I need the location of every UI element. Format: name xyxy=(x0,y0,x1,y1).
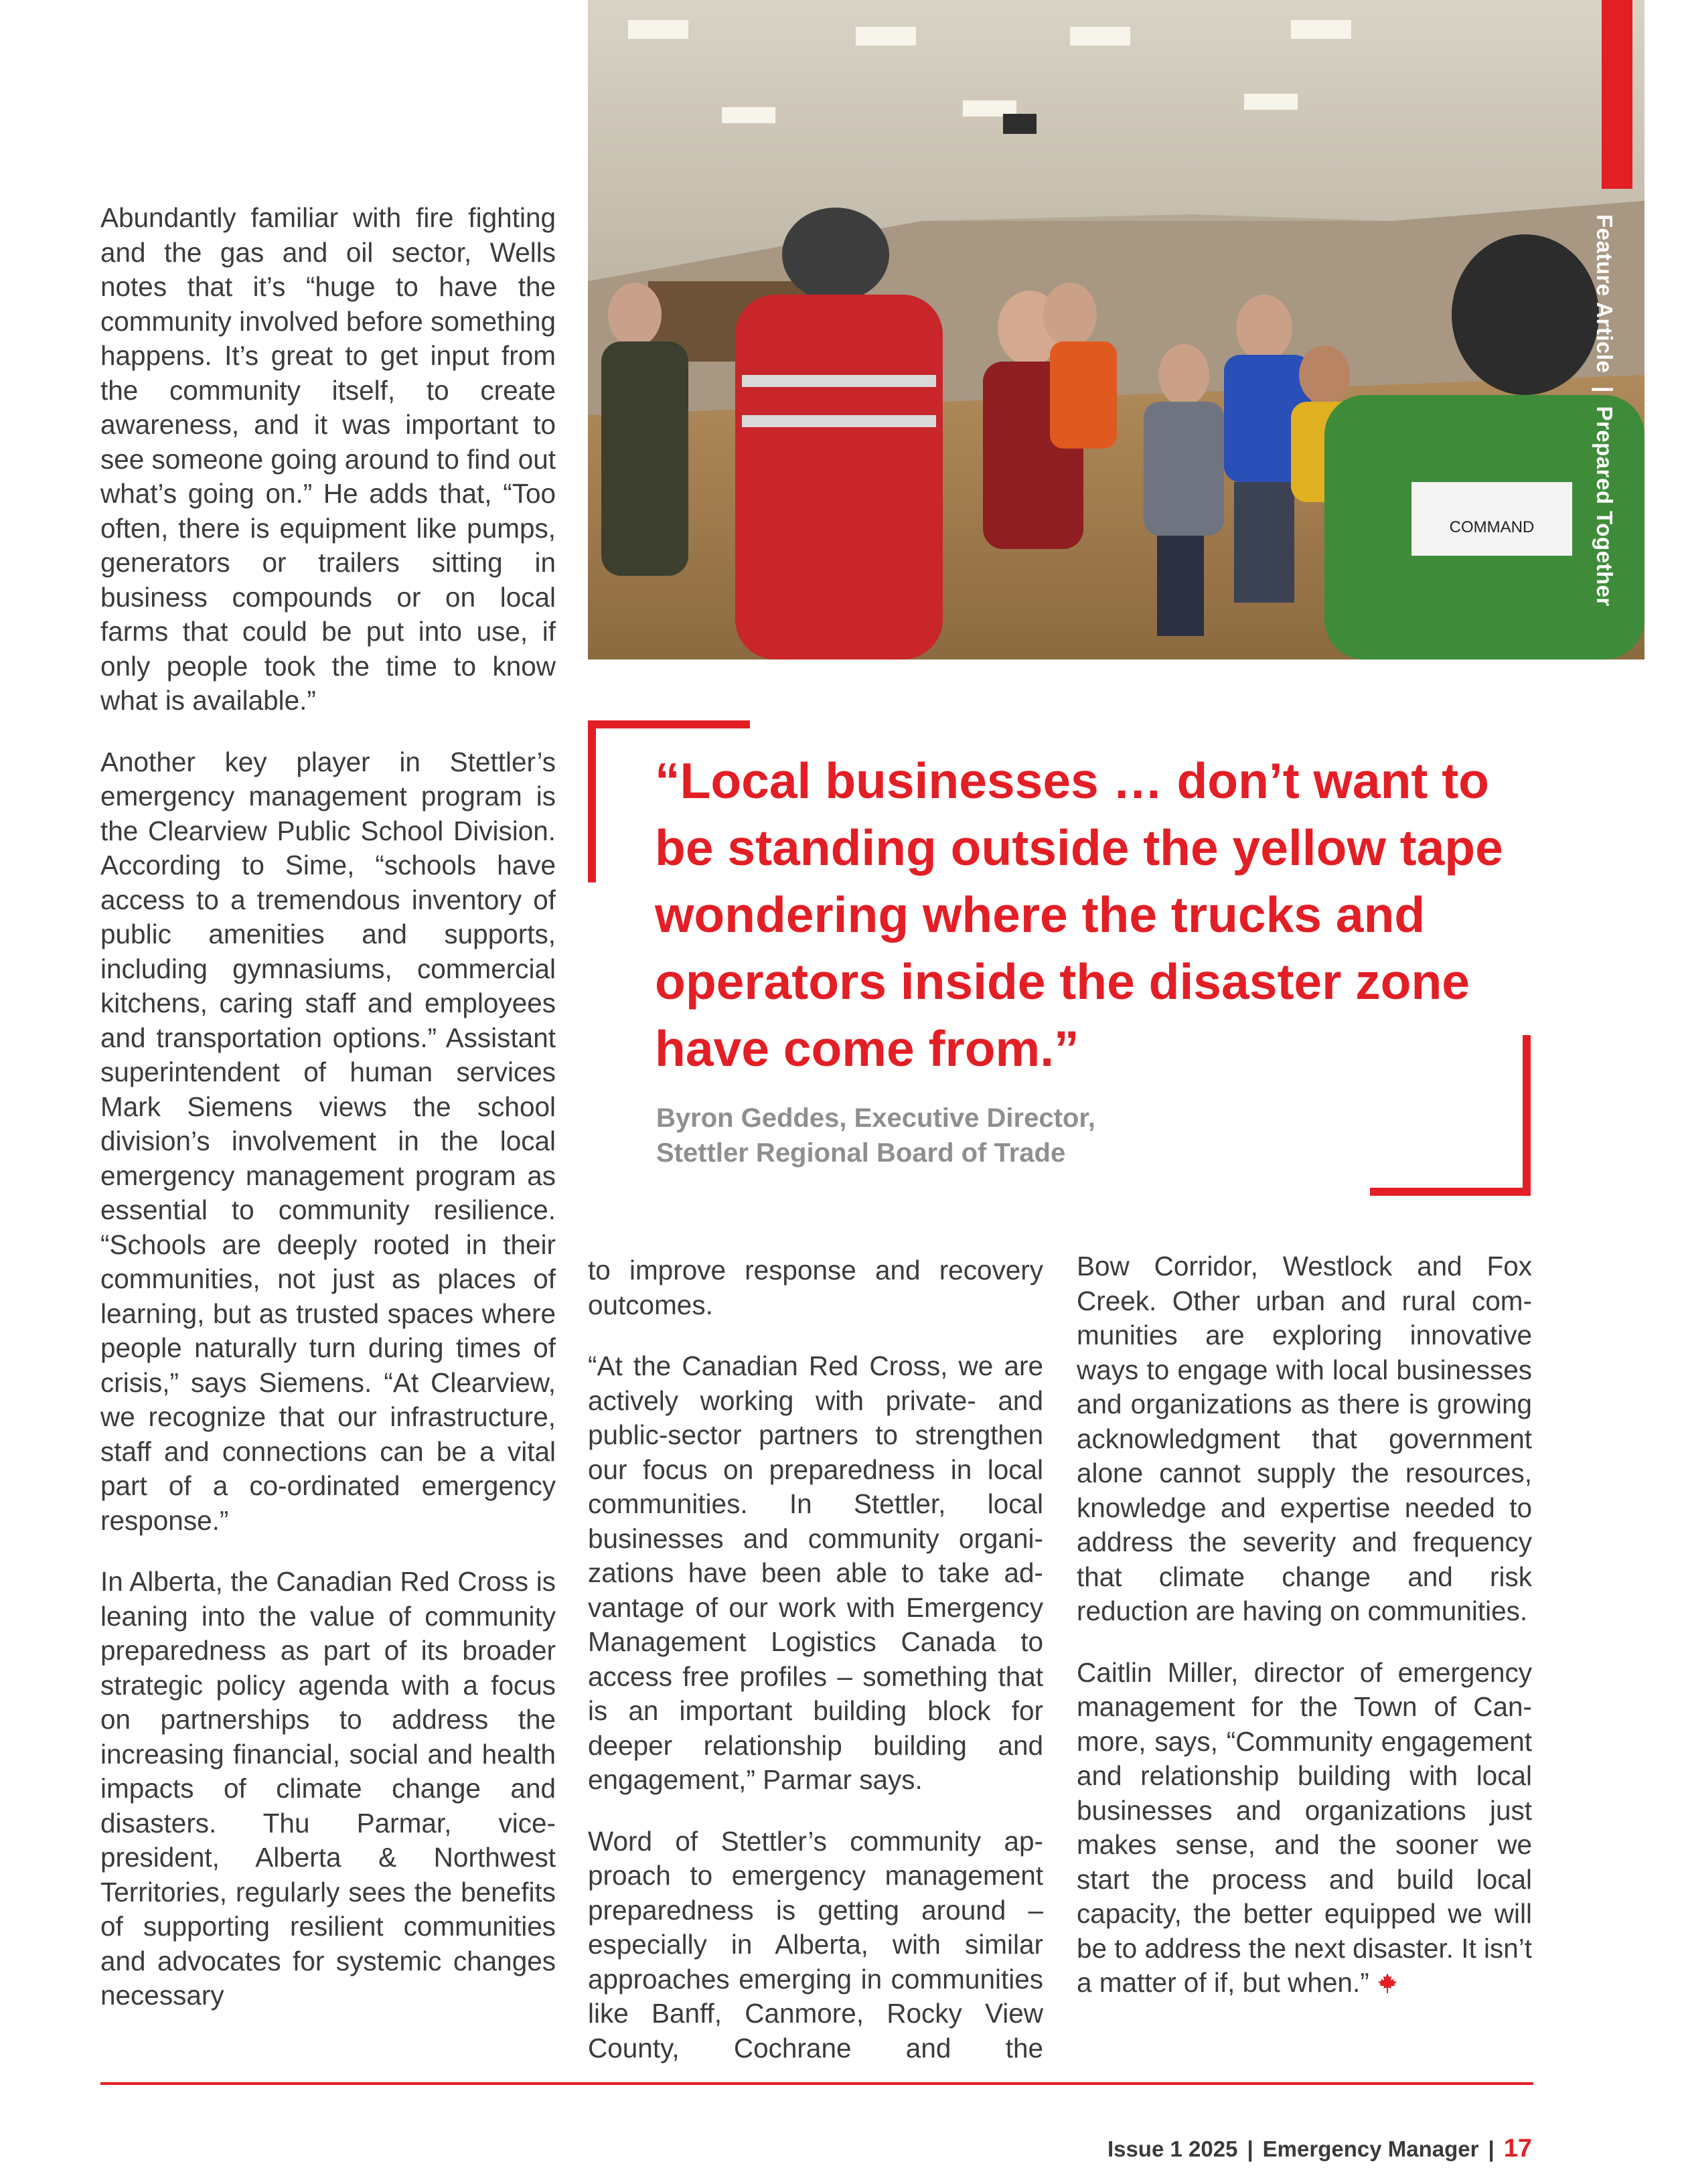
quote-bracket-bottom-vertical xyxy=(1523,1035,1531,1196)
feature-photo xyxy=(588,0,1645,659)
section-label: Feature Article xyxy=(1592,214,1617,374)
pull-quote: “Local businesses … don’t want to be standing outside the yellow tape wondering where the trucks and operators inside the disaster zone have come from.” xyxy=(655,753,1503,1077)
quote-bracket-top-horizontal xyxy=(588,720,750,728)
side-tab-bar xyxy=(1602,0,1632,189)
footer-separator: | xyxy=(1247,2136,1253,2161)
paragraph: In Alberta, the Canadian Red Cross is leaning into the value of community preparedness as part of its broader strategic policy agenda with a focus on partnerships to address the increasing financial, social and health impacts of climate change and disasters. Thu Parmar, vice-president, Alberta & Northwest Territories, regularly sees the benefits of supporting resilient communities and advocates for systemic changes necessary xyxy=(100,1566,556,2011)
paragraph: Bow Corridor, Westlock and Fox Creek. Other urban and rural communities are exploring innovative ways to engage with local businesses and organizations as there is growing acknowledgment that government alone cannot supply the resources, knowledge and expertise needed to address the severity and frequency that climate change and risk reduction are having on communities. xyxy=(1077,1251,1532,1626)
footer-rule xyxy=(100,2082,1533,2085)
paragraph-final xyxy=(1077,1656,1532,2001)
issue-label: Issue 1 2025 xyxy=(1107,2136,1238,2161)
column-1 xyxy=(100,201,556,2040)
article-title: Prepared Together xyxy=(1592,406,1617,607)
quote-attribution xyxy=(656,1101,1326,1170)
paragraph: Word of Stettler’s community approach to emergency management preparedness is getting around – especially in Alberta, with similar approaches emerging in communities like Banff, Canmore, Rocky View County, Cochrane and the xyxy=(588,1825,1043,2063)
paragraph: Abundantly familiar with fire fighting and the gas and oil sector, Wells notes that it’s “huge to have the community involved before something happens. It’s great to get input from the community itself, to create awareness, and it was important to see someone going around to find out what’s going on.” He adds that, “Too often, there is equipment like pumps, generators or trailers sitting in business compounds or on local farms that could be put into use, if only people took the time to know what is available.” xyxy=(100,202,556,716)
publication-name: Emergency Manager xyxy=(1262,2136,1479,2161)
paragraph: Another key player in Stettler’s emergency management program is the Clearview Public School Division. According to Sime, “schools have access to a tremendous inventory of public amenities and supports, including gymnasiums, commercial kitchens, caring staff and employees and transportation options.” Assistant superintendent of human services Mark Siemens views the school division’s involvement in the local emergency management program as essential to community resilience. “Schools are deeply rooted in their communities, not just as places of learning, but as trusted spaces where people naturally turn during times of crisis,” says Siemens. “At Clearview, we recognize that our infrastructure, staff and connections can be a vital part of a co-ordinated emergency response.” xyxy=(100,746,556,1536)
quote-bracket-top-vertical xyxy=(588,720,596,882)
column-2 xyxy=(588,1253,1043,2092)
final-paragraph-text: Caitlin Miller, director of emergency management for the Town of Canmore, says, “Community engagement and relationship building with local businesses and organizations just makes sense, and the sooner we start the process and build local capacity, the better equipped we will be to address the next disaster. It isn’t a matter of if, but when.” xyxy=(1077,1656,1532,1998)
vest-label: COMMAND xyxy=(1449,518,1535,536)
footer-separator: | xyxy=(1488,2136,1495,2161)
side-tab-divider: | xyxy=(1592,386,1617,393)
paragraph: “At the Canadian Red Cross, we are actively working with private- and public-sector partners to strengthen our focus on preparedness in local communities. In Stettler, local businesses and community organizations have been able to take advantage of our work with Emergency Management Logistics Canada to access free profiles – something that is an important building block for deeper relationship building and engagement,” Parmar says. xyxy=(588,1350,1043,1795)
quote-bracket-bottom-horizontal xyxy=(1370,1188,1531,1196)
photo-illustration xyxy=(588,0,1645,659)
page-footer xyxy=(1107,2134,1532,2163)
column-3 xyxy=(1077,1249,1532,2027)
attribution-line-2: Stettler Regional Board of Trade xyxy=(656,1138,1066,1168)
paragraph: to improve response and recovery outcomes. xyxy=(588,1255,1043,1320)
page-number: 17 xyxy=(1503,2134,1532,2163)
attribution-line-1: Byron Geddes, Executive Director, xyxy=(656,1103,1095,1133)
maple-leaf-icon xyxy=(1376,1972,1399,1995)
side-tab-label xyxy=(1592,214,1617,607)
